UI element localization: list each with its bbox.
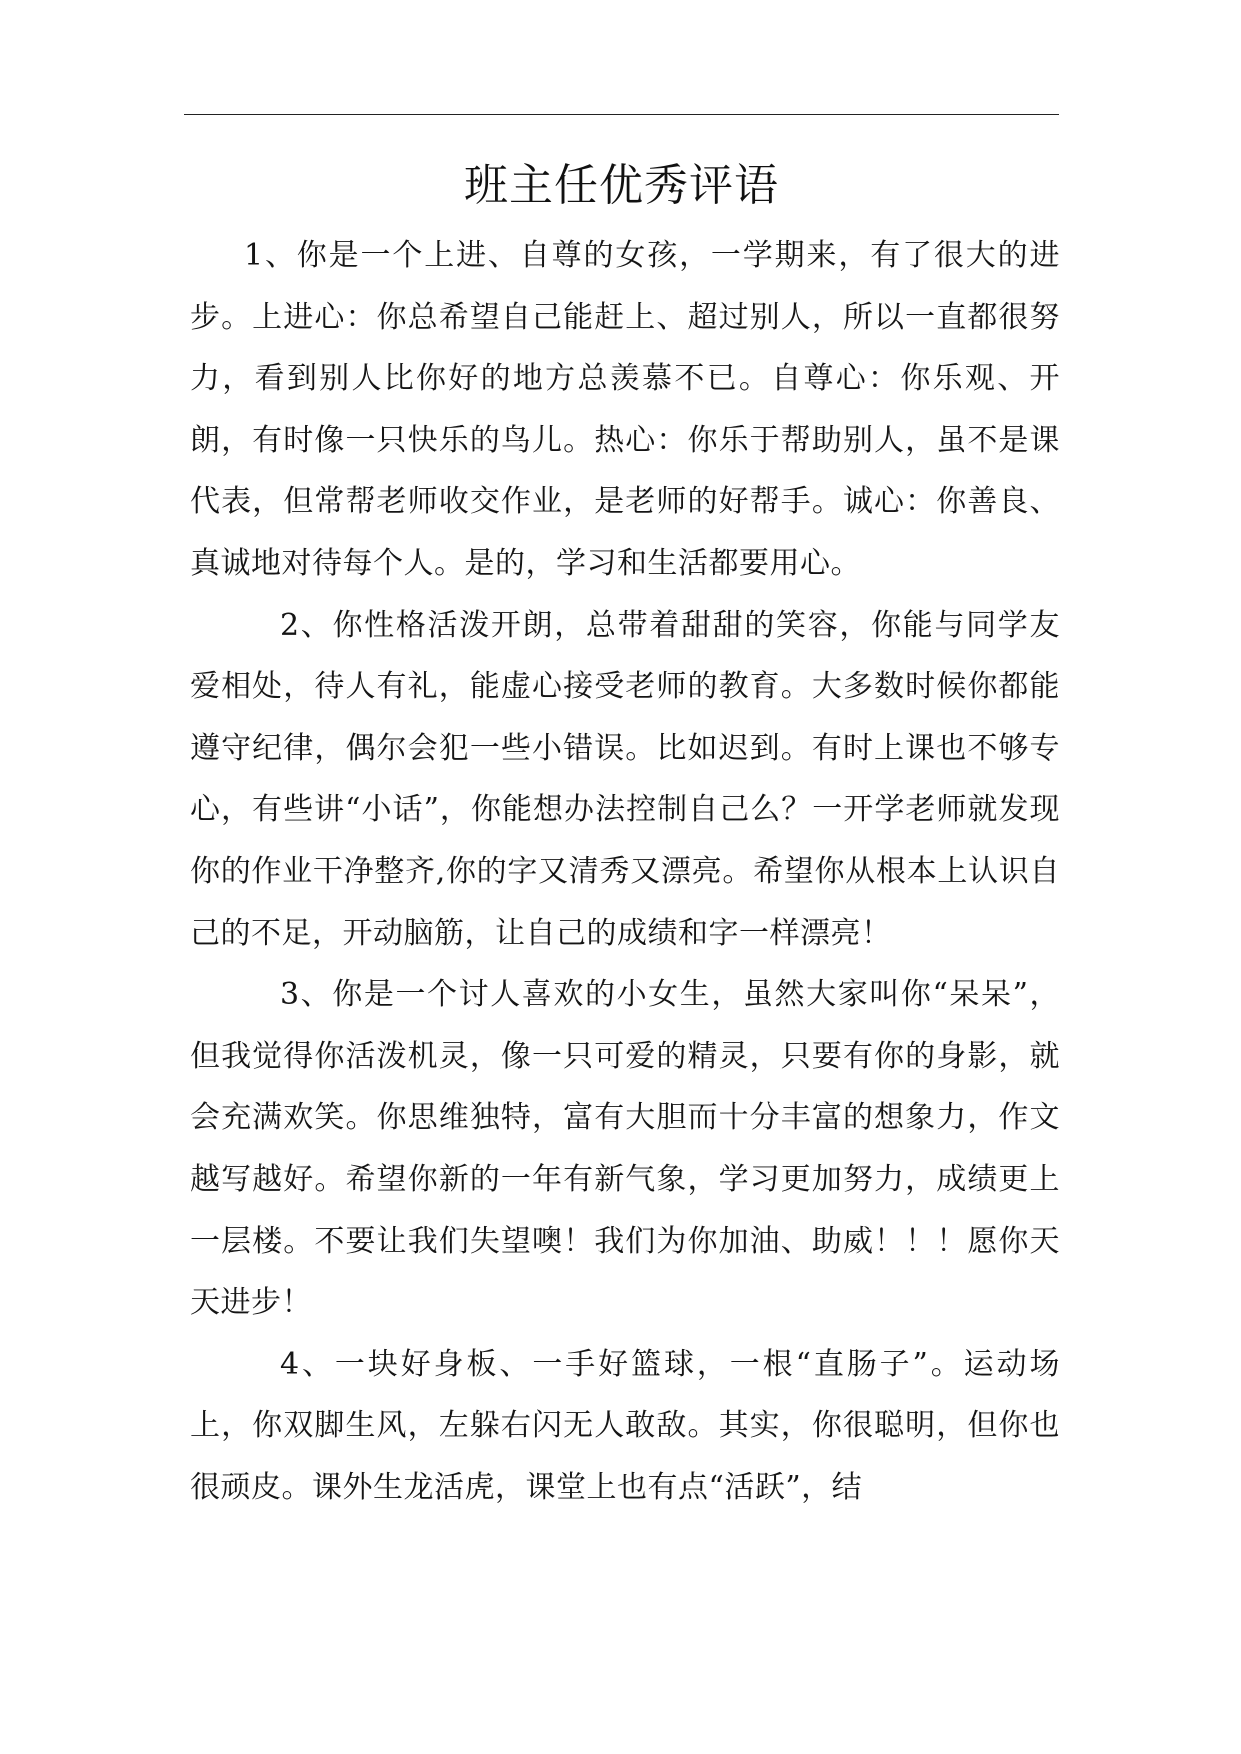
- comment-paragraph-4: 4、一块好身板、一手好篮球，一根“直肠子”。运动场上，你双脚生风，左躲右闪无人敢敌。其实，你很聪明，但你也很顽皮。课外生龙活虎，课堂上也有点“活跃”，结: [190, 1346, 1060, 1505]
- comment-paragraph-1: 1、你是一个上进、自尊的女孩，一学期来，有了很大的进步。上进心：你总希望自己能赶上、超过别人，所以一直都很努力，看到别人比你好的地方总羡慕不已。自尊心：你乐观、开朗，有时像一只快乐的鸟儿。热心：你乐于帮助别人，虽不是课代表，但常帮老师收交作业，是老师的好帮手。诚心：你善良、真诚地对待每个人。是的，学习和生活都要用心。: [190, 238, 1060, 581]
- document-body: [190, 225, 1060, 1518]
- document-title: 班主任优秀评语: [464, 160, 779, 211]
- comment-paragraph-2: 2、你性格活泼开朗，总带着甜甜的笑容，你能与同学友爱相处，待人有礼，能虚心接受老师的教育。大多数时候你都能遵守纪律，偶尔会犯一些小错误。比如迟到。有时上课也不够专心，有些讲“小话”，你能想办法控制自己么？一开学老师就发现你的作业干净整齐,你的字又清秀又漂亮。希望你从根本上认识自己的不足，开动脑筋，让自己的成绩和字一样漂亮！: [190, 607, 1060, 951]
- header-rule: [184, 114, 1059, 115]
- comment-paragraph-3: 3、你是一个讨人喜欢的小女生，虽然大家叫你“呆呆”，但我觉得你活泼机灵，像一只可爱的精灵，只要有你的身影，就会充满欢笑。你思维独特，富有大胆而十分丰富的想象力，作文越写越好。希望你新的一年有新气象，学习更加努力，成绩更上一层楼。不要让我们失望噢！我们为你加油、助威！！！愿你天天进步！: [190, 977, 1060, 1321]
